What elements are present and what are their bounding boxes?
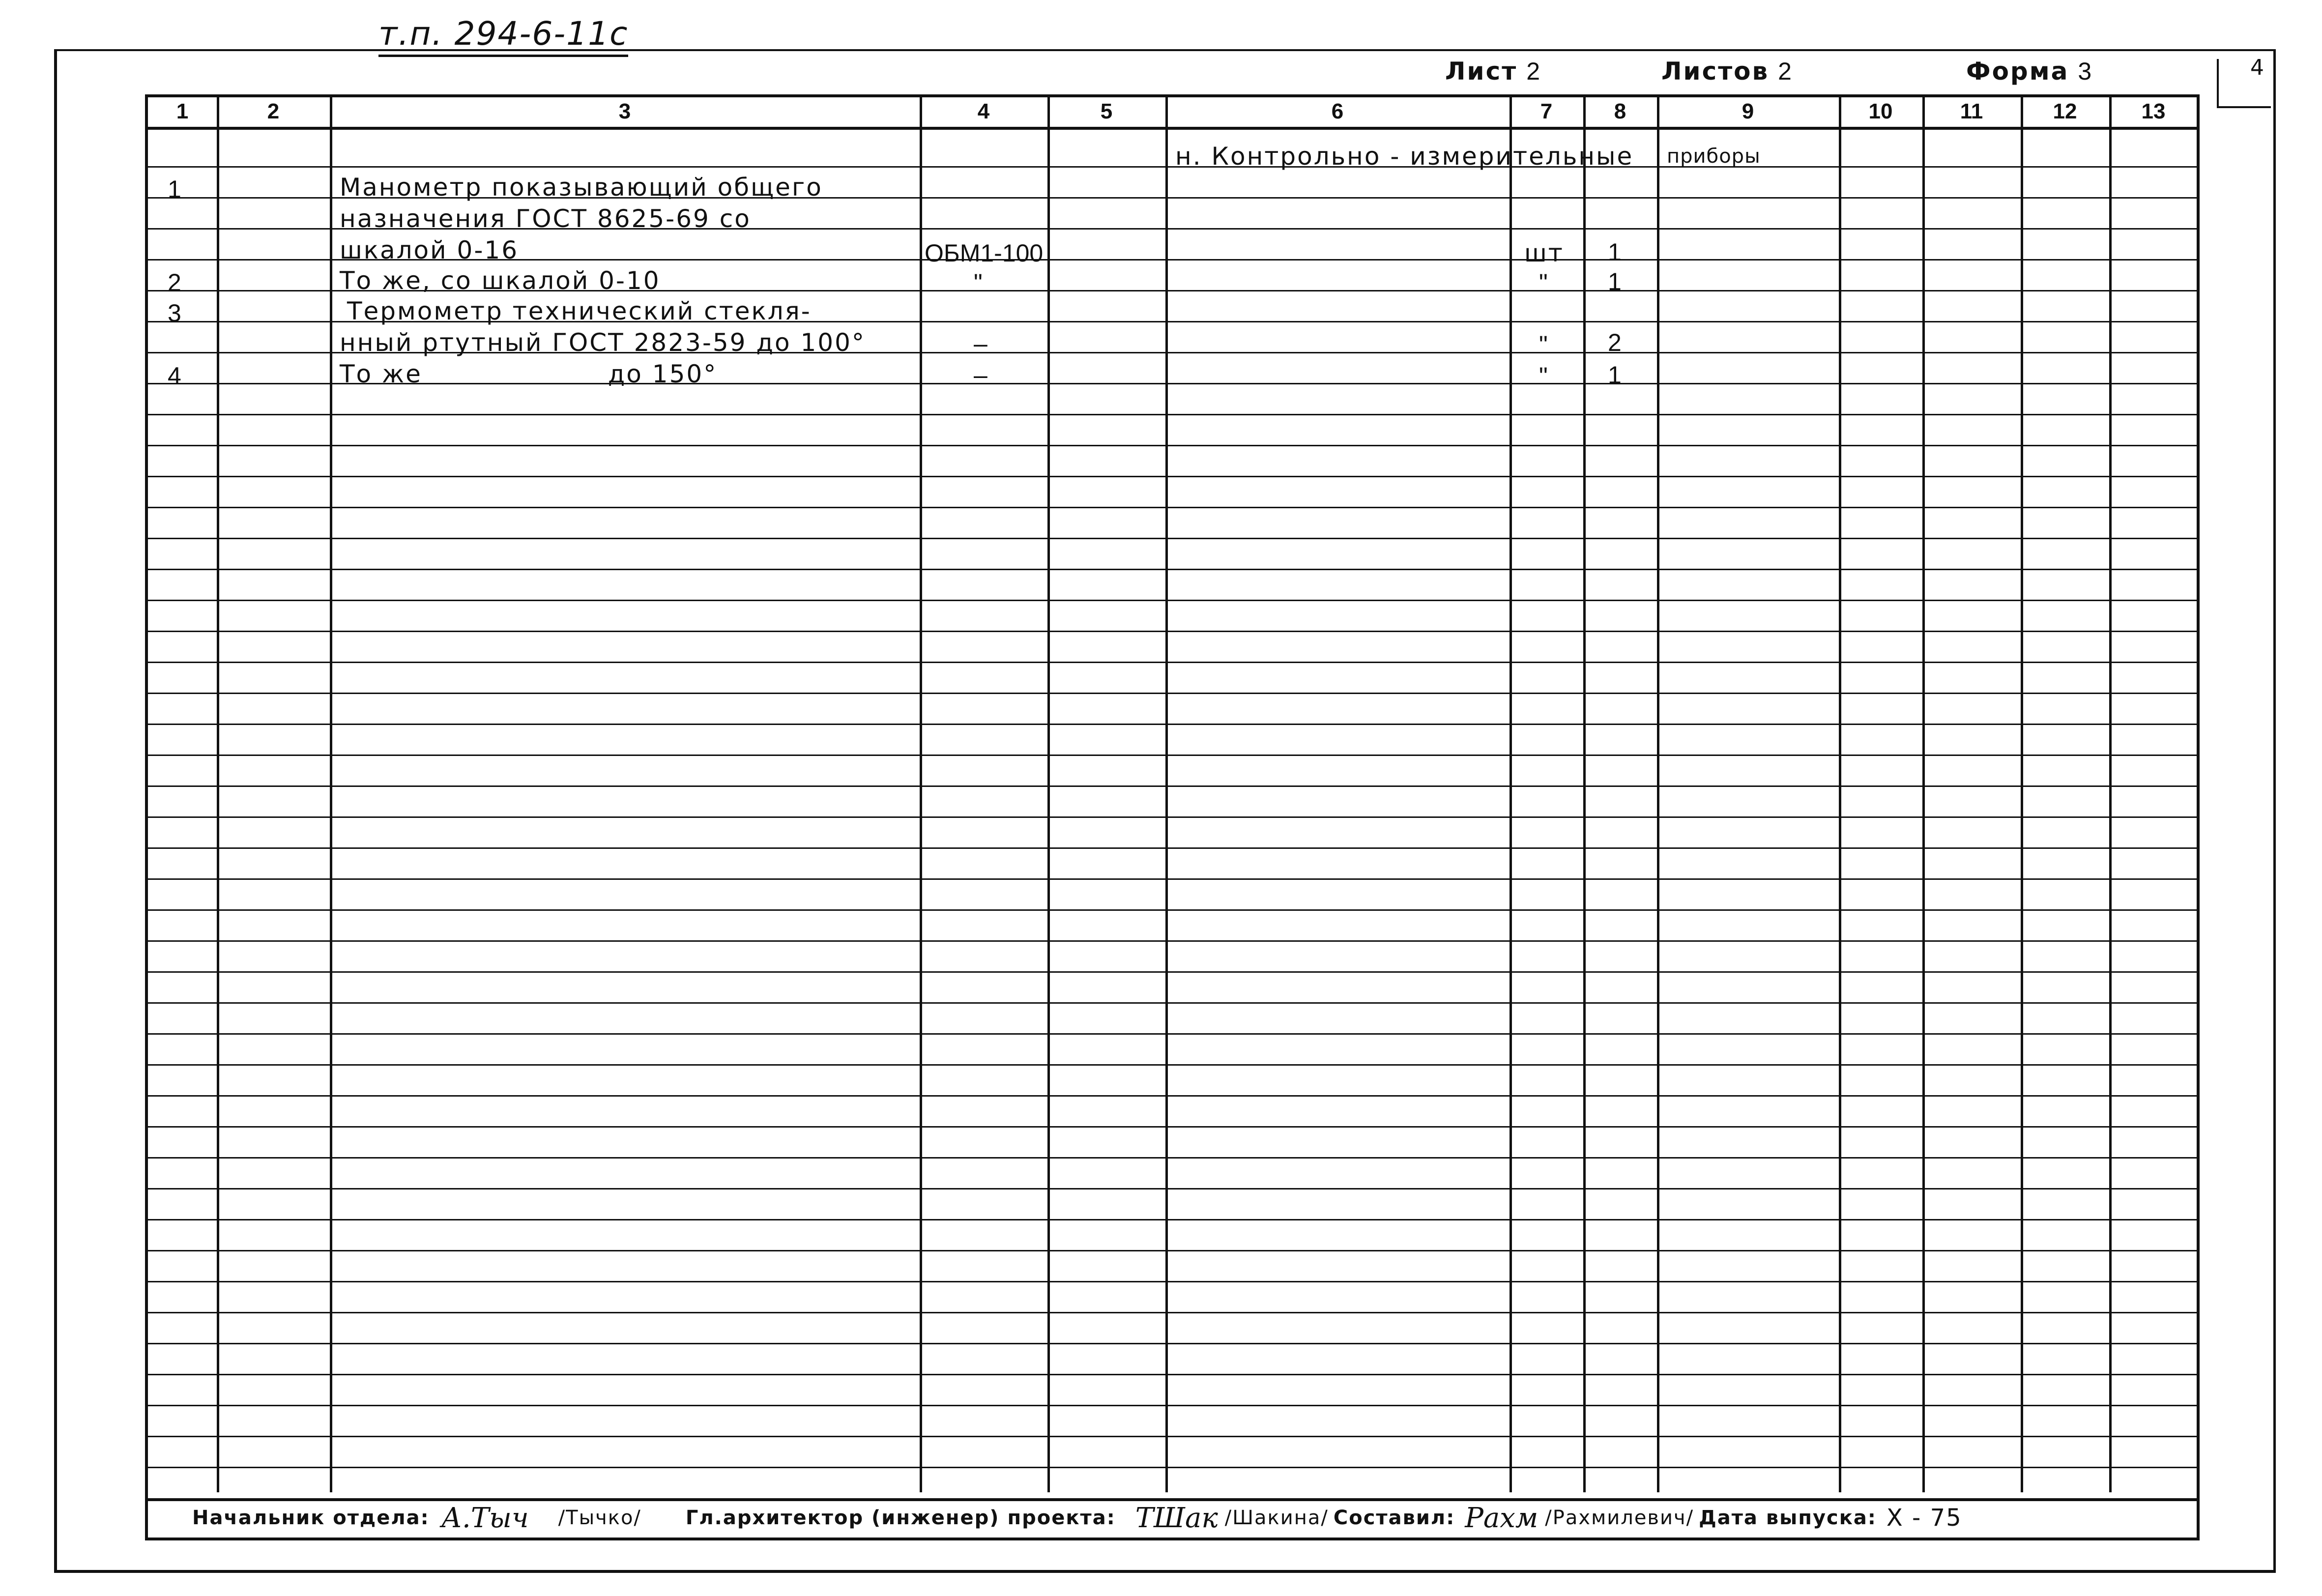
col-divider <box>2021 97 2023 1492</box>
sheet-count-value: 2 <box>1778 58 1792 85</box>
col-divider <box>217 97 219 1492</box>
row-divider <box>148 1033 2197 1035</box>
row-divider <box>148 971 2197 973</box>
row-divider <box>148 1002 2197 1004</box>
row-divider <box>148 1188 2197 1190</box>
section-title-end: приборы <box>1667 145 1761 168</box>
header-col-12: 12 <box>2053 99 2077 123</box>
row-divider <box>148 127 2197 130</box>
row-divider <box>148 1250 2197 1251</box>
row-number: 4 <box>168 362 181 390</box>
header-col-10: 10 <box>1868 99 1893 123</box>
item-name: Термометр технический стекля- <box>347 297 812 325</box>
date-value: Х - 75 <box>1886 1504 1962 1532</box>
row-divider <box>148 847 2197 849</box>
row-number: 1 <box>168 175 181 203</box>
row-divider <box>148 724 2197 725</box>
signature-strip <box>148 1498 2197 1538</box>
header-col-11: 11 <box>1960 99 1983 123</box>
row-divider <box>148 631 2197 632</box>
row-divider <box>148 476 2197 477</box>
composed-signature: Рахм <box>1465 1502 1538 1534</box>
document-code: т.п. 294-6-11с <box>378 15 628 57</box>
architect-label: Гл.архитектор (инженер) проекта: <box>685 1507 1116 1529</box>
header-col-2: 2 <box>267 99 280 123</box>
row-divider <box>148 538 2197 539</box>
col-divider <box>2109 97 2112 1492</box>
col-divider <box>1047 97 1050 1492</box>
row-divider <box>148 1374 2197 1375</box>
row-divider <box>148 693 2197 694</box>
item-name: То же, со шкалой 0-10 <box>340 266 661 295</box>
form-number <box>1966 57 2091 86</box>
chief-label: Начальник отдела: <box>192 1507 430 1529</box>
item-type: – <box>974 361 987 389</box>
row-divider <box>148 507 2197 508</box>
composed-name: /Рахмилевич/ <box>1545 1507 1694 1529</box>
chief-name: /Тычко/ <box>558 1507 641 1529</box>
col-divider <box>1839 97 1841 1492</box>
row-divider <box>148 816 2197 818</box>
sheet-count <box>1661 57 1792 86</box>
row-divider <box>148 662 2197 663</box>
architect-signature: ТШак <box>1135 1502 1218 1534</box>
col-divider <box>1922 97 1925 1492</box>
col-divider <box>1583 97 1586 1492</box>
row-divider <box>148 785 2197 787</box>
item-name: шкалой 0-16 <box>340 236 519 264</box>
item-quantity: 1 <box>1608 361 1622 389</box>
col-divider <box>330 97 332 1492</box>
item-type: " <box>974 269 983 296</box>
item-unit: шт <box>1524 239 1564 267</box>
sheet-number <box>1445 57 1540 86</box>
corner-number: 4 <box>2250 55 2264 80</box>
row-divider <box>148 1126 2197 1128</box>
header-col-13: 13 <box>2141 99 2166 123</box>
chief-signature: А.Тыч <box>441 1502 529 1534</box>
header-col-4: 4 <box>977 99 990 123</box>
item-type: ОБМ1-100 <box>925 239 1044 267</box>
item-unit: " <box>1539 269 1548 296</box>
row-divider <box>148 1467 2197 1468</box>
header-col-7: 7 <box>1540 99 1553 123</box>
row-divider <box>148 1157 2197 1159</box>
header-col-9: 9 <box>1742 99 1754 123</box>
col-divider <box>1165 97 1168 1492</box>
form-label: Форма <box>1966 57 2069 86</box>
header-col-5: 5 <box>1100 99 1113 123</box>
sheet-number-label: Лист <box>1445 57 1518 86</box>
item-name: То же до 150° <box>340 360 718 388</box>
row-divider <box>148 940 2197 942</box>
item-name: Манометр показывающий общего <box>340 173 823 202</box>
item-unit: " <box>1539 331 1548 358</box>
item-unit: " <box>1539 362 1548 390</box>
row-divider <box>148 1405 2197 1406</box>
sheet-count-label: Листов <box>1661 57 1770 86</box>
row-divider <box>148 569 2197 570</box>
row-divider <box>148 414 2197 415</box>
item-name: нный ртутный ГОСТ 2823-59 до 100° <box>340 328 866 357</box>
row-number: 3 <box>168 299 181 327</box>
specification-table <box>145 94 2200 1540</box>
header-col-6: 6 <box>1331 99 1344 123</box>
header-col-8: 8 <box>1614 99 1626 123</box>
header-col-3: 3 <box>618 99 631 123</box>
row-divider <box>148 166 2197 168</box>
row-divider <box>148 1436 2197 1437</box>
row-divider <box>148 1343 2197 1344</box>
row-divider <box>148 1312 2197 1313</box>
date-label: Дата выпуска: <box>1699 1507 1877 1529</box>
row-number: 2 <box>168 269 181 296</box>
row-divider <box>148 1064 2197 1066</box>
item-quantity: 1 <box>1608 268 1622 295</box>
row-divider <box>148 878 2197 880</box>
item-type: – <box>974 330 987 357</box>
form-value: 3 <box>2078 58 2092 85</box>
col-divider <box>920 97 922 1492</box>
row-divider <box>148 909 2197 911</box>
header-col-1: 1 <box>176 99 189 123</box>
row-divider <box>148 1281 2197 1282</box>
composed-label: Составил: <box>1333 1507 1455 1529</box>
row-divider <box>148 1219 2197 1220</box>
item-quantity: 2 <box>1608 329 1622 356</box>
col-divider <box>1509 97 1512 1492</box>
section-title: н. Контрольно - измерительные <box>1175 142 1634 171</box>
row-divider <box>148 445 2197 446</box>
item-name: назначения ГОСТ 8625-69 со <box>340 204 751 233</box>
row-divider <box>148 1095 2197 1097</box>
row-divider <box>148 754 2197 756</box>
col-divider <box>1657 97 1659 1492</box>
row-divider <box>148 600 2197 601</box>
item-quantity: 1 <box>1608 238 1622 266</box>
architect-name: /Шакина/ <box>1224 1507 1329 1529</box>
sheet-number-value: 2 <box>1526 58 1540 85</box>
